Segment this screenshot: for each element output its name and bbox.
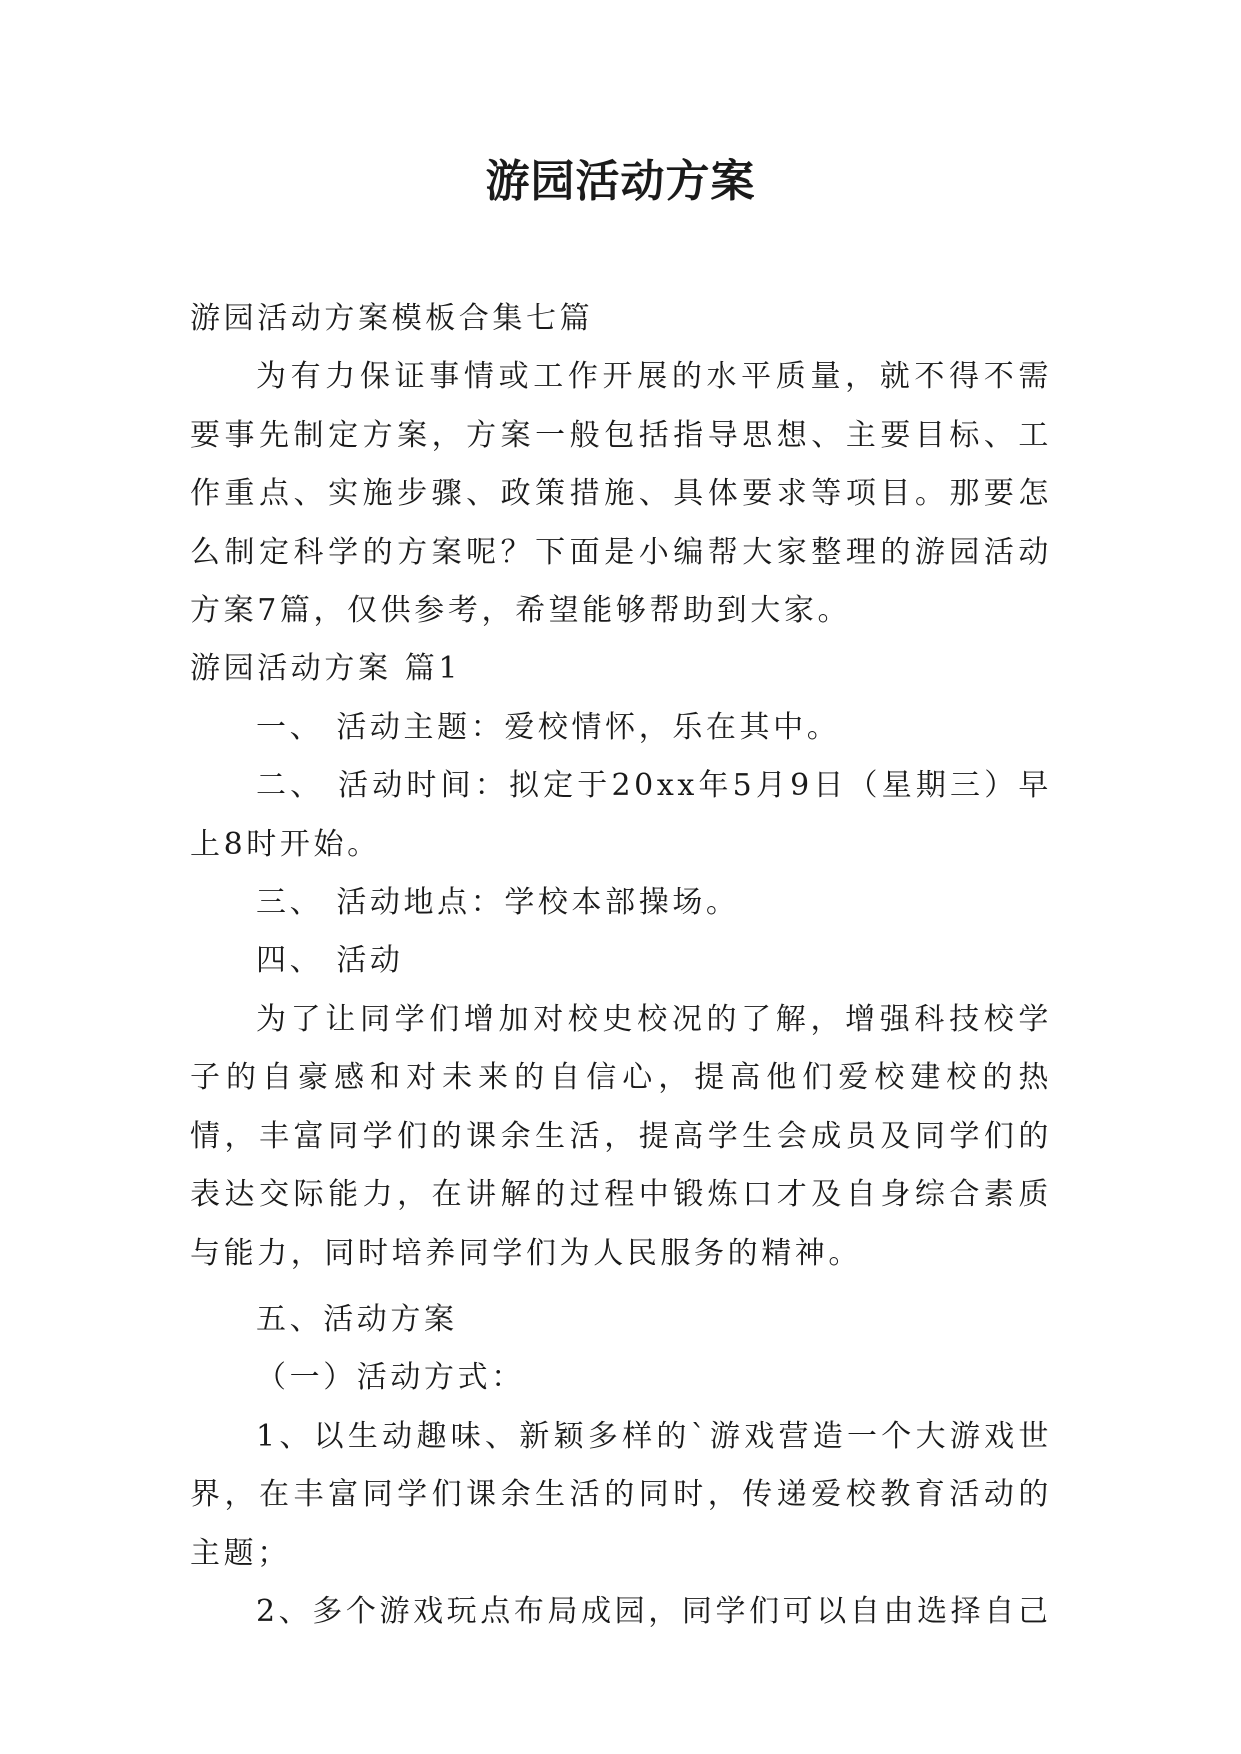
activity-purpose-paragraph: 为了让同学们增加对校史校况的了解，增强科技校学子的自豪感和对未来的自信心，提高他们爱校建校的热情，丰富同学们的课余生活，提高学生会成员及同学们的表达交际能力，在讲解的过程中锻炼口才及自身综合素质与能力，同时培养同学们为人民服务的精神。 xyxy=(190,1001,1052,1271)
subitem-method: （一）活动方式： xyxy=(256,1360,525,1396)
item-plan: 五、活动方案 xyxy=(256,1301,458,1337)
document-body xyxy=(190,290,1052,1641)
item-activity: 四、 活动 xyxy=(256,943,404,979)
method-point-2: 2、多个游戏玩点布局成园，同学们可以自由选择自己 xyxy=(256,1593,1052,1629)
item-theme: 一、 活动主题：爱校情怀，乐在其中。 xyxy=(256,709,841,745)
subtitle-line: 游园活动方案模板合集七篇 xyxy=(190,301,594,336)
section-heading: 游园活动方案 篇1 xyxy=(190,651,462,687)
document-title: 游园活动方案 xyxy=(485,156,756,207)
item-time: 二、 活动时间：拟定于20xx年5月9日（星期三）早上8时开始。 xyxy=(190,768,1052,862)
intro-paragraph: 为有力保证事情或工作开展的水平质量，就不得不需要事先制定方案，方案一般包括指导思想、主要目标、工作重点、实施步骤、政策措施、具体要求等项目。那要怎么制定科学的方案呢？下面是小编帮大家整理的游园活动方案7篇，仅供参考，希望能够帮助到大家。 xyxy=(190,359,1052,629)
method-point-1: 1、以生动趣味、新颖多样的`游戏营造一个大游戏世界，在丰富同学们课余生活的同时，传递爱校教育活动的主题； xyxy=(190,1418,1052,1571)
item-location: 三、 活动地点：学校本部操场。 xyxy=(256,885,740,921)
